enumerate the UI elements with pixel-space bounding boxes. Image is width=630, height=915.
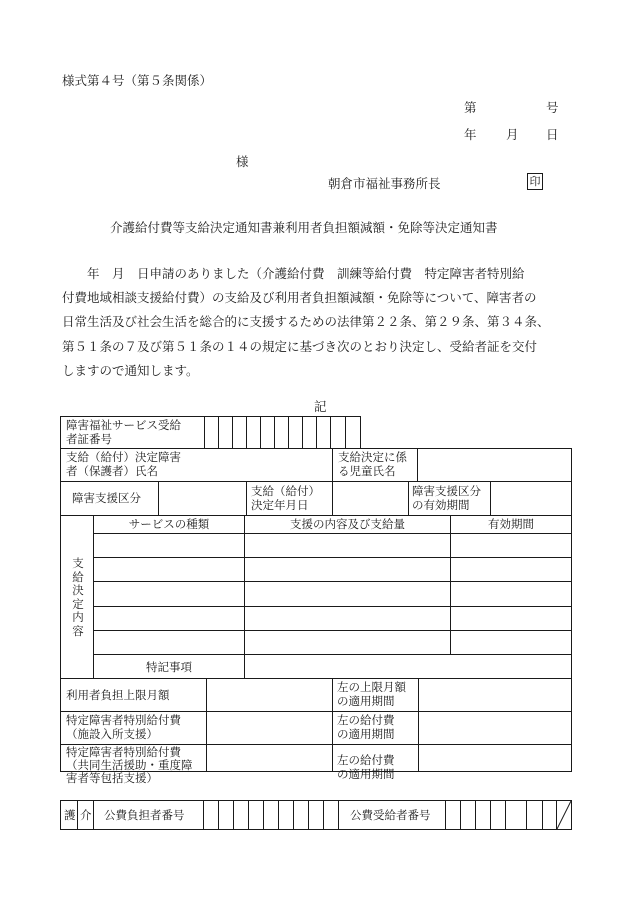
col-valid-period: 有効期間 (488, 517, 534, 531)
care-label-2: 介 (80, 808, 92, 822)
cert-number-label: 障害福祉サービス受給 者証番号 (66, 418, 181, 446)
group-period-field[interactable] (419, 745, 570, 771)
date-month: 月 (506, 127, 519, 142)
care-label-1: 護 (64, 808, 76, 822)
limit-period-field[interactable] (419, 679, 570, 710)
class-validity-label: 障害支援区分 の有効期間 (412, 484, 481, 512)
cert-number-boxes[interactable] (204, 416, 361, 449)
col-support-content: 支援の内容及び支給量 (290, 517, 405, 531)
body-text (62, 262, 580, 383)
col-service-type: サービスの種類 (128, 517, 210, 531)
date-day: 日 (546, 127, 559, 142)
number-prefix: 第 (464, 100, 477, 115)
service-row[interactable] (94, 534, 571, 557)
facility-period-label: 左の給付費 の適用期間 (337, 713, 395, 741)
recipient-name-field[interactable] (205, 449, 331, 480)
child-name-field[interactable] (418, 449, 570, 480)
addressee-suffix: 様 (236, 154, 249, 169)
facility-benefit-label: 特定障害者特別給付費 （施設入所支援） (66, 713, 181, 741)
strike-diagonal (556, 800, 572, 830)
group-benefit-label: 特定障害者特別給付費 （共同生活援助・重度障 害者等包括支援） (66, 745, 193, 785)
payer-number-boxes[interactable] (203, 801, 339, 829)
public-expense-row (60, 800, 572, 830)
service-row[interactable] (94, 558, 571, 581)
group-period-label: 左の給付費 の適用期間 (337, 753, 395, 781)
group-benefit-field[interactable] (207, 745, 331, 771)
service-row[interactable] (94, 582, 571, 606)
body-line: 年 月 日申請のありました（介護給付費 訓練等給付費 特定障害者特別給 (62, 266, 525, 281)
service-row[interactable] (94, 631, 571, 654)
facility-period-field[interactable] (419, 712, 570, 743)
support-class-field[interactable] (159, 482, 245, 514)
limit-amount-label: 利用者負担上限月額 (66, 688, 170, 702)
form-number: 様式第４号（第５条関係） (62, 73, 213, 88)
receiver-number-label: 公費受給者番号 (350, 808, 431, 822)
body-line: 第５１条の７及び第５１条の１４の規定に基づき次のとおり決定し、受給者証を交付 (62, 338, 538, 354)
class-validity-field[interactable] (491, 482, 570, 514)
special-notes-label: 特記事項 (146, 660, 192, 674)
limit-amount-field[interactable] (207, 679, 331, 710)
document-title: 介護給付費等支給決定通知書兼利用者負担額減額・免除等決定通知書 (110, 220, 498, 235)
recipient-name-label: 支給（給付）決定障害 者（保護者）氏名 (66, 450, 181, 478)
body-line: しますので通知します。 (62, 362, 199, 378)
number-suffix: 号 (546, 100, 559, 115)
ki-heading: 記 (314, 399, 327, 414)
limit-period-label: 左の上限月額 の適用期間 (337, 680, 406, 708)
facility-benefit-field[interactable] (207, 712, 331, 743)
decision-content-label: 支 給 決 定 内 容 (72, 556, 84, 638)
support-class-label: 障害支援区分 (72, 491, 141, 505)
decision-date-field[interactable] (333, 482, 407, 514)
date-year: 年 (464, 127, 477, 142)
decision-date-label: 支給（給付） 決定年月日 (251, 484, 320, 512)
payer-number-label: 公費負担者番号 (104, 808, 185, 822)
body-line: 付費地域相談支援給付費）の支給及び利用者負担額減額・免除等について、障害者の (62, 290, 537, 306)
child-name-label: 支給決定に係 る児童氏名 (338, 450, 407, 478)
seal-stamp: 印 (527, 173, 543, 190)
special-notes-field[interactable] (245, 655, 571, 678)
receiver-number-boxes[interactable] (445, 801, 556, 829)
service-row[interactable] (94, 607, 571, 630)
decision-form (60, 416, 572, 794)
body-line: 日常生活及び社会生活を総合的に支援するための法律第２２条、第２９条、第３４条、 (62, 314, 550, 330)
issuer-name: 朝倉市福祉事務所長 (328, 176, 441, 191)
